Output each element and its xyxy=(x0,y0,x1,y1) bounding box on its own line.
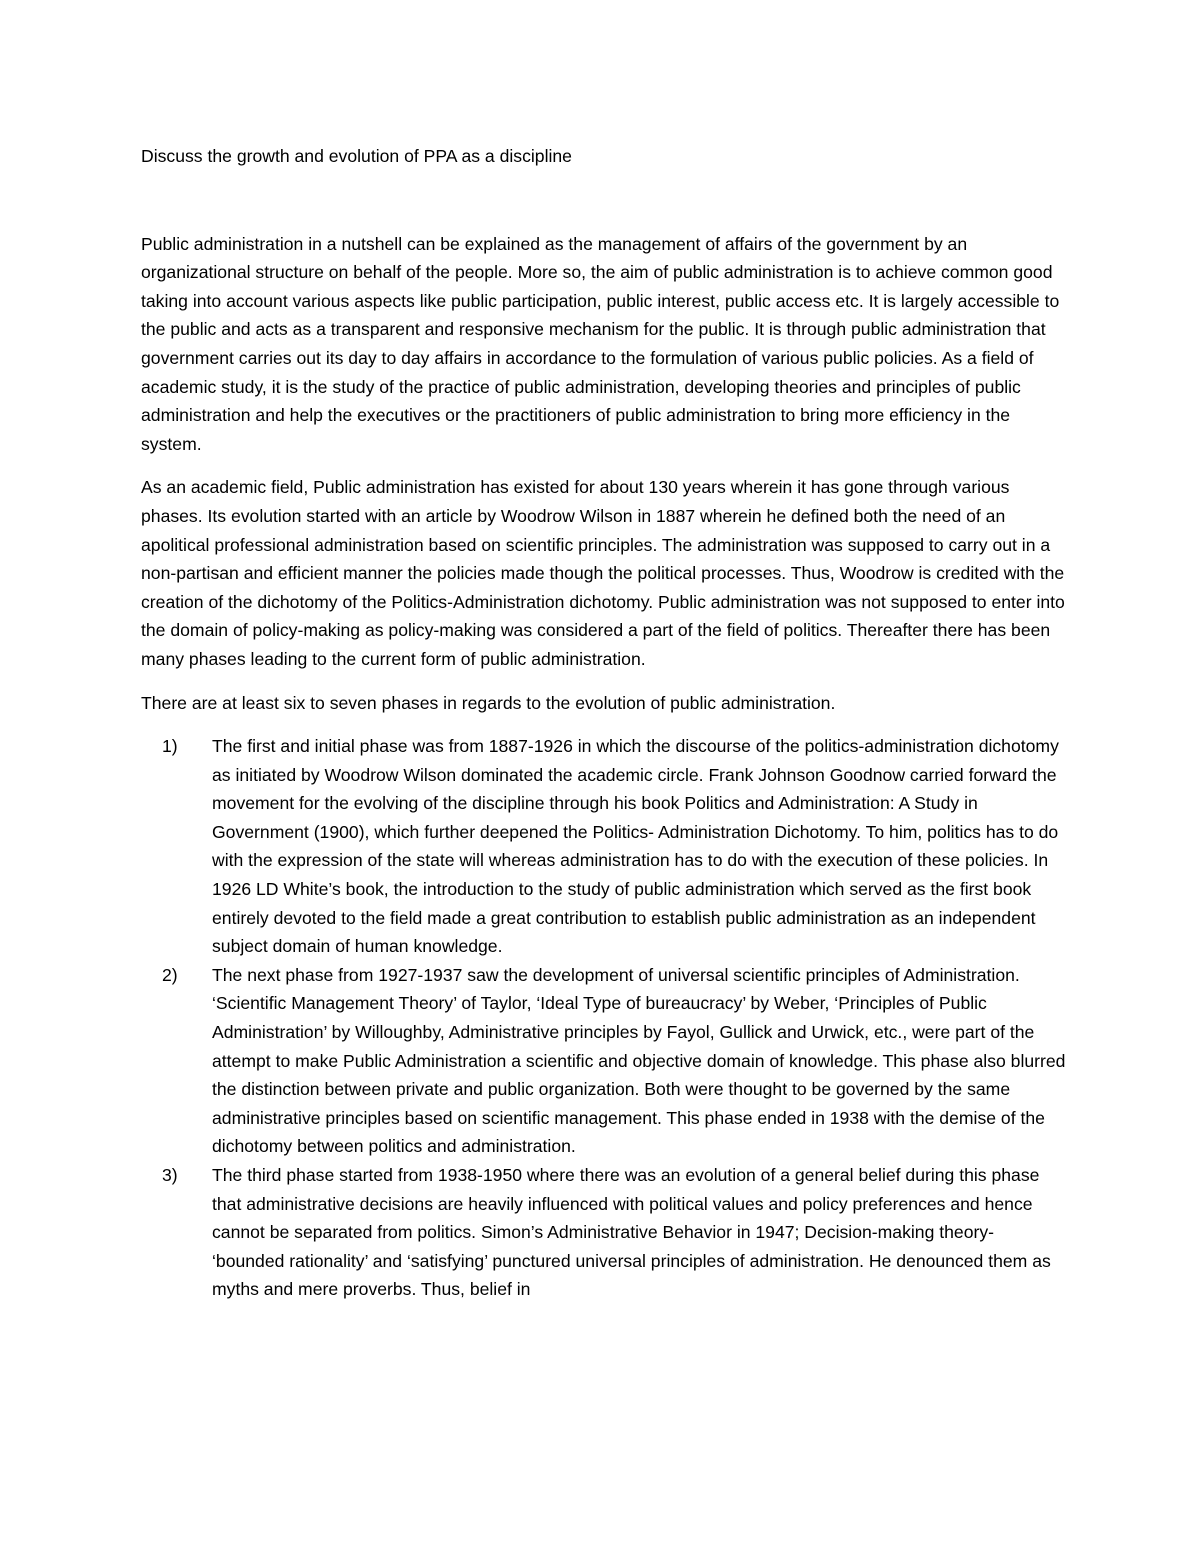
list-item-text: The first and initial phase was from 1887-1926 in which the discourse of the politics-administration dichotomy as initiated by Woodrow Wilson dominated the academic circle. Frank Johnson Goodnow carried forward the movement for the evolving of the discipline through his book Politics and Administration: A Study in Government (1900), which further deepened the Politics- Administration Dichotomy. To him, politics has to do with the expression of the state will whereas administration has to do with the execution of these policies. In 1926 LD White’s book, the introduction to the study of public administration which served as the first book entirely devoted to the field made a great contribution to establish public administration as an independent subject domain of human knowledge. xyxy=(212,736,1059,957)
paragraph-phases-intro: There are at least six to seven phases in regards to the evolution of public administration. xyxy=(141,692,836,713)
list-number: 1) xyxy=(162,736,178,757)
list-item xyxy=(141,1161,1071,1304)
paragraph-intro: Public administration in a nutshell can be explained as the management of affairs of the government by an organizational structure on behalf of the people. More so, the aim of public administration is to achieve common good taking into account various aspects like public participation, public interest, public access etc. It is largely accessible to the public and acts as a transparent and responsive mechanism for the public. It is through public administration that government carries out its day to day affairs in accordance to the formulation of various public policies. As a field of academic study, it is the study of the practice of public administration, developing theories and principles of public administration and help the executives or the practitioners of public administration to bring more efficiency in the system. xyxy=(141,233,1060,454)
paragraph-academic-field: As an academic field, Public administration has existed for about 130 years wherein it has gone through various phases. Its evolution started with an article by Woodrow Wilson in 1887 wherein he defined both the need of an apolitical professional administration based on scientific principles. The administration was supposed to carry out in a non-partisan and efficient manner the policies made though the political processes. Thus, Woodrow is credited with the creation of the dichotomy of the Politics-Administration dichotomy. Public administration was not supposed to enter into the domain of policy-making as policy-making was considered a part of the field of politics. Thereafter there has been many phases leading to the current form of public administration. xyxy=(141,477,1065,669)
list-number: 2) xyxy=(162,964,178,985)
document-body xyxy=(141,142,1071,1304)
list-item-text: The next phase from 1927-1937 saw the development of universal scientific principles of Administration. ‘Scientific Management Theory’ of Taylor, ‘Ideal Type of bureaucracy’ by Weber, ‘Principles of Public Administration’ by Willoughby, Administrative principles by Fayol, Gullick and Urwick, etc., were part of the attempt to make Public Administration a scientific and objective domain of knowledge. This phase also blurred the distinction between private and public organization. Both were thought to be governed by the same administrative principles based on scientific management. This phase ended in 1938 with the demise of the dichotomy between politics and administration. xyxy=(212,964,1066,1157)
document-title: Discuss the growth and evolution of PPA as a discipline xyxy=(141,146,572,166)
list-number: 3) xyxy=(162,1165,178,1185)
list-item xyxy=(141,961,1071,1161)
list-item-text: The third phase started from 1938-1950 where there was an evolution of a general belief during this phase that administrative decisions are heavily influenced with political values and policy preferences and hence cannot be separated from politics. Simon’s Administrative Behavior in 1947; Decision-making theory- ‘bounded rationality’ and ‘satisfying’ punctured universal principles of administration. He denounced them as myths and mere proverbs. Thus, belief in xyxy=(212,1165,1051,1300)
phase-list xyxy=(141,732,1071,1304)
list-item xyxy=(141,732,1071,961)
